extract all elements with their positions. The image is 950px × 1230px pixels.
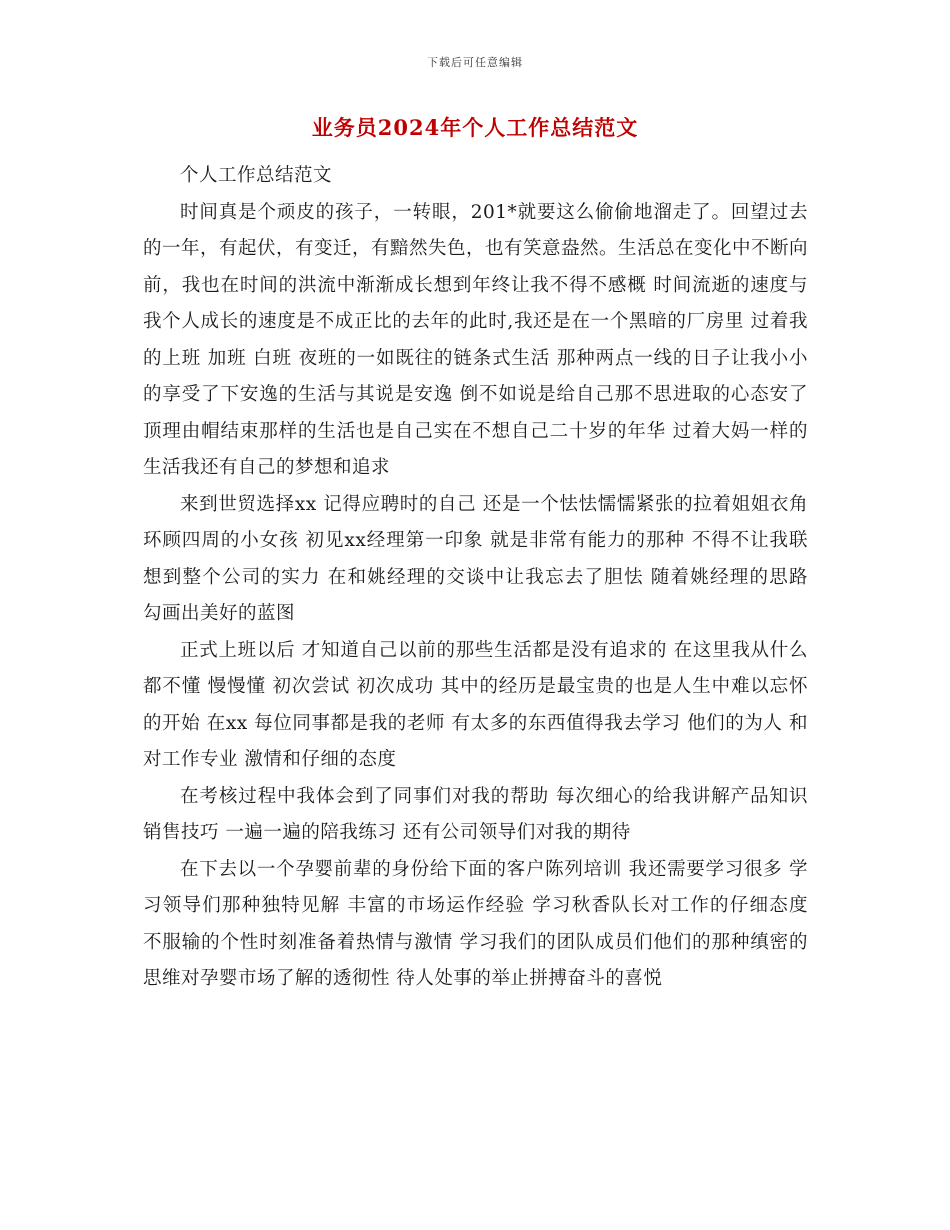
document-title: 业务员2024年个人工作总结范文: [311, 115, 639, 140]
paragraph: 正式上班以后 才知道自己以前的那些生活都是没有追求的 在这里我从什么都不懂 慢慢懂 初次尝试 初次成功 其中的经历是最宝贵的也是人生中难以忘怀的开始 在xx 每位同事都是我的老师 有太多的东西值得我去学习 他们的为人 和对工作专业 激情和仔细的态度: [143, 639, 808, 770]
paragraph: 来到世贸选择xx 记得应聘时的自己 还是一个怯怯懦懦紧张的拉着姐姐衣角环顾四周的小女孩 初见xx经理第一印象 就是非常有能力的那种 不得不让我联想到整个公司的实力 在和姚经理的交谈中让我忘去了胆怯 随着姚经理的思路 勾画出美好的蓝图: [143, 493, 808, 624]
document-subtitle: 个人工作总结范文: [180, 165, 333, 186]
header-note: 下载后可任意编辑: [427, 56, 523, 69]
paragraph: 在下去以一个孕婴前辈的身份给下面的客户陈列培训 我还需要学习很多 学习领导们那种独特见解 丰富的市场运作经验 学习秋香队长对工作的仔细态度 不服输的个性时刻准备着热情与激情 学习我们的团队成员们他们的那种缜密的思维对孕婴市场了解的透彻性 待人处事的举止拼搏奋斗的喜悦: [143, 858, 808, 989]
paragraph: 时间真是个顽皮的孩子，一转眼，201*就要这么偷偷地溜走了。回望过去的一年，有起伏，有变迁，有黯然失色，也有笑意盎然。生活总在变化中不断向前，我也在时间的洪流中渐渐成长想到年终让我不得不感概 时间流逝的速度与我个人成长的速度是不成正比的去年的此时,我还是在一个黑暗的厂房里 过着我的上班 加班 白班 夜班的一如既往的链条式生活 那种两点一线的日子让我小小的享受了下安逸的生活与其说是安逸 倒不如说是给自己那不思进取的心态安了顶理由帽结束那样的生活也是自己实在不想自己二十岁的年华 过着大妈一样的生活我还有自己的梦想和追求: [143, 201, 809, 478]
document-body: [143, 158, 808, 998]
paragraph: 在考核过程中我体会到了同事们对我的帮助 每次细心的给我讲解产品知识销售技巧 一遍一遍的陪我练习 还有公司领导们对我的期待: [143, 785, 808, 843]
